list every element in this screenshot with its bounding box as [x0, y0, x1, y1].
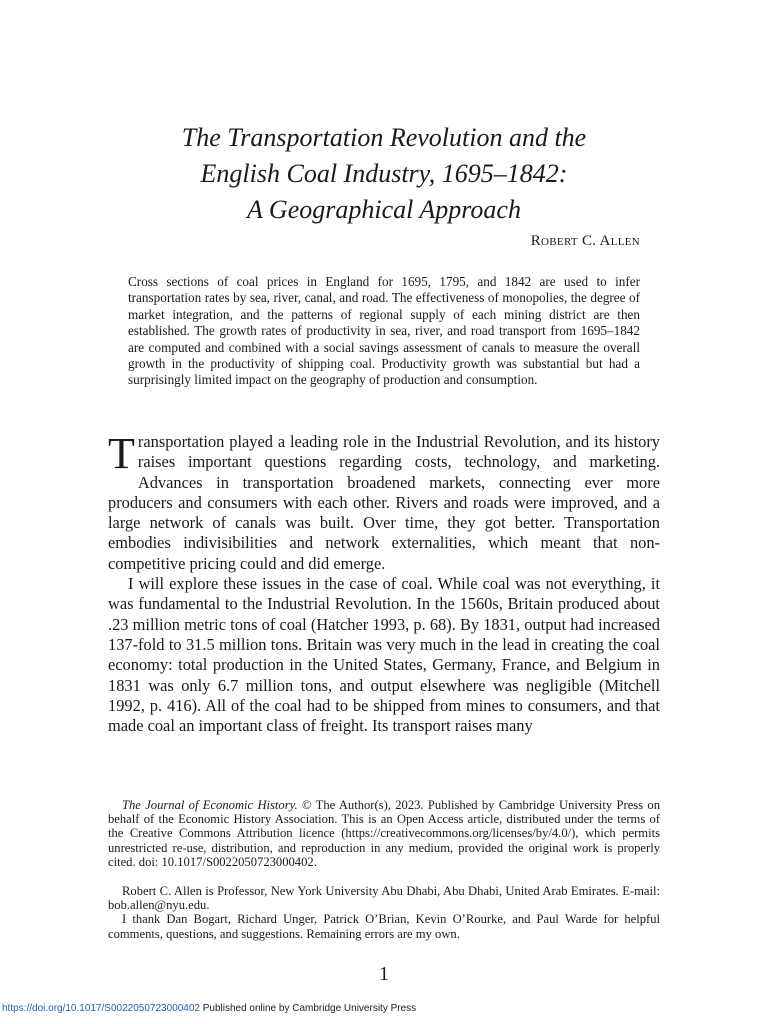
journal-license-text: © The Author(s), 2023. Published by Cambridge University Press on behalf of the Economic History Association. This is an Open Access article, distributed under the terms of the Creative Commons Attribution licence (https://creativecommons.org/licenses/by/4.0/), which permits unrestricted re-use, distribution, and reproduction in any medium, provided the original work is properly cited. doi: 10.1017/S0022050723000402. [108, 798, 660, 869]
body-text [108, 429, 660, 736]
paragraph-1-text: ransportation played a leading role in the Industrial Revolution, and its history raises important questions regarding costs, technology, and marketing. Advances in transportation broadened markets, connecting ever more producers and consumers with each other. Rivers and roads were improved, and a large network of canals was built. Over time, they got better. Transportation embodies indivisibilities and network externalities, which meant that non-competitive pricing could and did emerge. [108, 432, 660, 573]
author-name: Robert C. Allen [530, 233, 640, 249]
paragraph-1 [108, 429, 660, 574]
doi-footer [2, 1003, 416, 1014]
abstract: Cross sections of coal prices in England for 1695, 1795, and 1842 are used to infer transportation rates by sea, river, canal, and road. The effectiveness of monopolies, the degree of market integration, and the patterns of regional supply of each mining district are then established. The growth rates of productivity in sea, river, and road transport from 1695–1842 are computed and combined with a social savings assessment of canals to measure the overall growth in the productivity of shipping coal. Productivity growth was substantial but had a surprisingly limited impact on the geography of production and consumption. [128, 274, 640, 388]
doi-link[interactable]: https://doi.org/10.1017/S0022050723000402 [2, 1003, 200, 1014]
drop-cap: T [108, 429, 135, 478]
journal-footnote [108, 798, 660, 869]
published-online-text: Published online by Cambridge University Press [199, 1003, 417, 1014]
article-title [100, 120, 668, 228]
acknowledgements: I thank Dan Bogart, Richard Unger, Patrick O’Brian, Kevin O’Rourke, and Paul Warde for helpful comments, questions, and suggestions. Remaining errors are my own. [108, 912, 660, 941]
paragraph-2: I will explore these issues in the case of coal. While coal was not everything, it was fundamental to the Industrial Revolution. In the 1560s, Britain produced about .23 million metric tons of coal (Hatcher 1993, p. 68). By 1831, output had increased 137-fold to 31.5 million tons. Britain was very much in the lead in creating the coal economy: total production in the United States, Germany, France, and Belgium in 1831 was only 6.7 million tons, and output elsewhere was negligible (Mitchell 1992, p. 416). All of the coal had to be shipped from mines to consumers, and that made coal an important class of freight. Its transport raises many [108, 574, 660, 736]
author-footnote [108, 884, 660, 941]
page-number: 1 [379, 963, 389, 985]
title-line-1: The Transportation Revolution and the [181, 123, 587, 152]
journal-name: The Journal of Economic History. [122, 798, 298, 812]
title-line-2: English Coal Industry, 1695–1842: [200, 159, 568, 188]
title-line-3: A Geographical Approach [247, 195, 521, 224]
author-affiliation: Robert C. Allen is Professor, New York University Abu Dhabi, Abu Dhabi, United Arab Emirates. E-mail: bob.allen@nyu.edu. [108, 884, 660, 913]
